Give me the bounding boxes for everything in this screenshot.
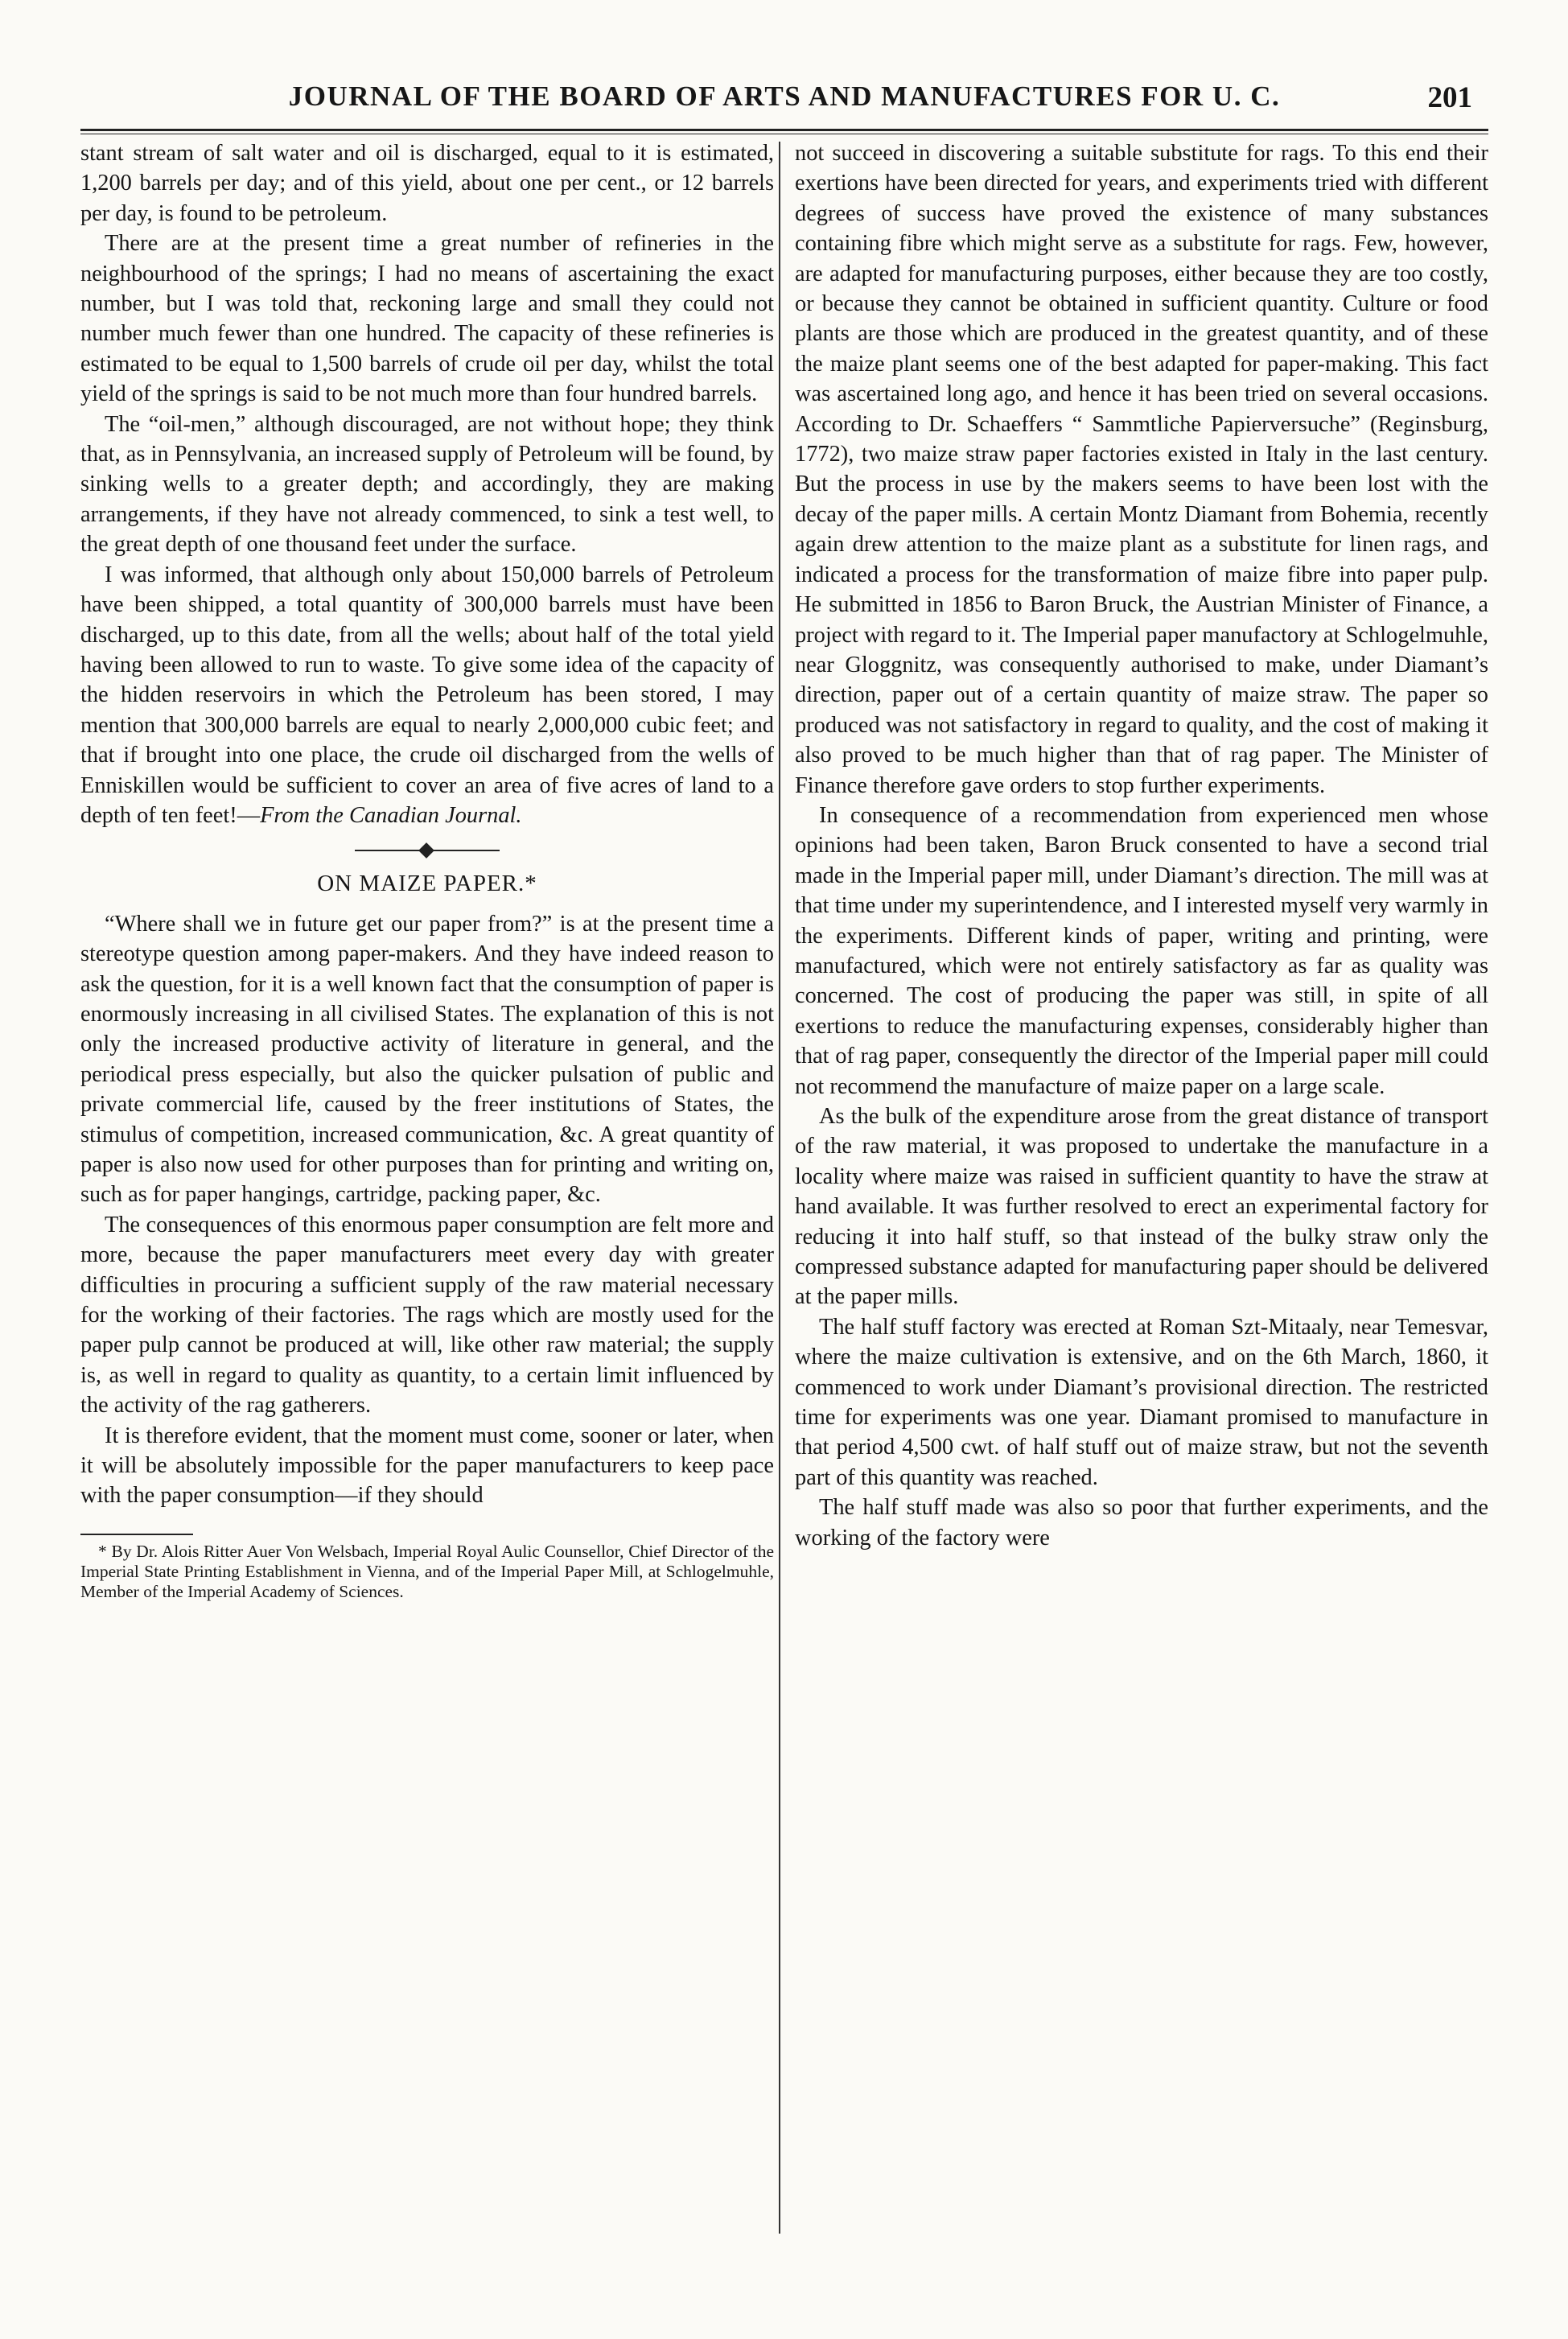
diamond-ornament-icon [418, 842, 434, 859]
header-rule-thick [80, 129, 1488, 131]
paragraph: The “oil-men,” although discouraged, are not without hope; they think that, as in Pennsylvania, an increased supply of Petroleum will be found, by sinking wells to a greater depth; and accordingly, they are making arrangements, if they have not already commenced, to sink a test well, to the great depth of one thousand feet under the surface. [80, 411, 774, 558]
paragraph: The half stuff made was also so poor that further experiments, and the working of the factory were [795, 1495, 1488, 1550]
paragraph: It is therefore evident, that the moment must come, sooner or later, when it will be absolutely impossible for the paper manufacturers to keep pace with the paper consumption—if they should [80, 1423, 774, 1509]
paragraph [80, 560, 774, 831]
paragraph: In consequence of a recommendation from experienced men whose opinions had been taken, Baron Bruck consented to have a second trial made in the Imperial paper mill, under Diamant’s direction. The mill was at that time under my superintendence, and I interested myself very warmly in the experiments. Different kinds of paper, writing and printing, were manufactured, which were not entirely satisfactory as far as quality was concerned. The cost of producing the paper was still, in spite of all exertions to reduce the manufacturing expenses, considerably higher than that of rag paper, consequently the director of the Imperial paper mill could not recommend the manufacture of maize paper on a large scale. [795, 802, 1488, 1099]
paragraph-text: I was informed, that although only about 150,000 barrels of Petroleum have been shipped, a total quantity of 300,000 barrels must have been discharged, up to this date, from all the wells; about half of the total yield having been allowed to run to waste. To give some idea of the capacity of the hidden reservoirs in which the Petroleum has been stored, I may mention that 300,000 barrels are equal to nearly 2,000,000 cubic feet; and that if brought into one place, the crude oil discharged from the wells of Enniskillen would be sufficient to cover an area of five acres of land to a depth of ten feet!— [80, 562, 774, 828]
paragraph: “Where shall we in future get our paper from?” is at the present time a stereotype question among paper-makers. And they have indeed reason to ask the question, for it is a well known fact that the consumption of paper is enormously increasing in all civilised States. The explanation of this is not only the increased productive activity of literature in general, and the periodical press especially, but also the quicker pulsation of public and private commercial life, caused by the freer institutions of States, the stimulus of competition, increased communication, &c. A great quantity of paper is also now used for other purposes than for printing and writing on, such as for paper hangings, cartridge, packing paper, &c. [80, 911, 774, 1208]
column-divider [779, 142, 780, 2234]
paragraph: As the bulk of the expenditure arose from the great distance of transport of the raw material, it was proposed to undertake the manufacture in a locality where maize was raised in sufficient quantity to have the straw at hand available. It was further resolved to erect an experimental factory for reducing it into half stuff, so that instead of the bulky straw only the compressed substance adapted for manufacturing paper should be delivered at the paper mills. [795, 1104, 1488, 1310]
paragraph: stant stream of salt water and oil is discharged, equal to it is estimated, 1,200 barrels per day; and of this yield, about one per cent., or 12 barrels per day, is found to be petroleum. [80, 141, 774, 226]
left-column [80, 138, 774, 1602]
section-divider-ornament [355, 848, 500, 853]
paragraph: There are at the present time a great number of refineries in the neighbourhood of the springs; I had no means of ascertaining the exact number, but I was told that, reckoning large and small they could not number much fewer than one hundred. The capacity of these refineries is estimated to be equal to 1,500 barrels of crude oil per day, whilst the total yield of the springs is said to be not much more than four hundred barrels. [80, 231, 774, 407]
right-column [795, 138, 1488, 1553]
paragraph: not succeed in discovering a suitable substitute for rags. To this end their exertions have been directed for years, and experiments tried with different degrees of success have proved the existence of many substances containing fibre which might serve as a substitute for rags. Few, however, are adapted for manufacturing purposes, either because they are too costly, or because they cannot be obtained in sufficient quantity. Culture or food plants are those which are produced in the greatest quantity, and of these the maize plant seems one of the best adapted for paper-making. This fact was ascertained long ago, and hence it has been tried on several occasions. According to Dr. Schaeffers “ Sammtliche Papierversuche” (Reginsburg, 1772), two maize straw paper factories existed in Italy in the last century. But the process in use by the makers seems to have been lost with the decay of the paper mills. A certain Montz Diamant from Bohemia, recently again drew attention to the maize plant as a substitute for linen rags, and indicated a process for the transformation of maize fibre into paper pulp. He submitted in 1856 to Baron Bruck, the Austrian Minister of Finance, a project with regard to it. The Imperial paper manufactory at Schlogelmuhle, near Gloggnitz, was consequently authorised to make, under Diamant’s direction, paper out of a certain quantity of maize straw. The paper so produced was not satisfactory in regard to quality, and the cost of making it also proved to be much higher than that of rag paper. The Minister of Finance therefore gave orders to stop further experiments. [795, 141, 1488, 798]
paragraph: The half stuff factory was erected at Roman Szt-Mitaaly, near Temesvar, where the maize cultivation is extensive, and on the 6th March, 1860, it commenced to work under Diamant’s provisional direction. The restricted time for experiments was one year. Diamant promised to manufacture in that period 4,500 cwt. of half stuff out of maize straw, but not the seventh part of this quantity was reached. [795, 1314, 1488, 1490]
page-number: 201 [1427, 81, 1472, 114]
source-citation: From the Canadian Journal. [260, 802, 522, 828]
journal-title: JOURNAL OF THE BOARD OF ARTS AND MANUFACTURES FOR U. C. [288, 80, 1281, 112]
footnote-rule [80, 1534, 193, 1535]
running-head [80, 80, 1488, 121]
article-heading: ON MAIZE PAPER.* [317, 871, 537, 897]
footnote: * By Dr. Alois Ritter Auer Von Welsbach, Imperial Royal Aulic Counsellor, Chief Director of the Imperial State Printing Establishment in Vienna, and of the Imperial Paper Mill, at Schlogelmuhle, Member of the Imperial Academy of Sciences. [80, 1541, 774, 1601]
paragraph: The consequences of this enormous paper consumption are felt more and more, because the paper manufacturers meet every day with greater difficulties in procuring a sufficient supply of the raw material necessary for the working of their factories. The rags which are mostly used for the paper pulp cannot be produced at will, like other raw material; the supply is, as well in regard to quality as quantity, to a certain limit influenced by the activity of the rag gatherers. [80, 1212, 774, 1419]
